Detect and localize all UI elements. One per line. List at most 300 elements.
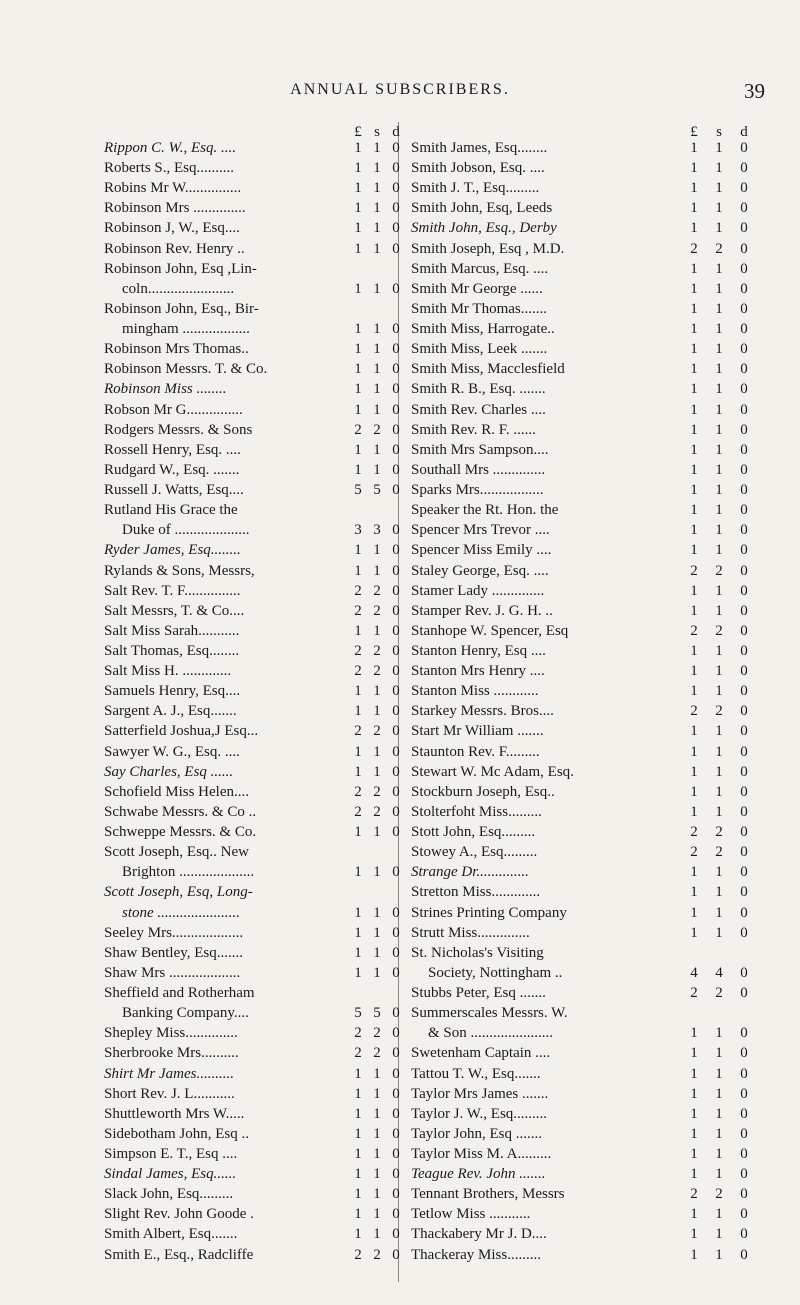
amount-pence: 0: [392, 1005, 400, 1022]
subscriber-name: Rossell Henry, Esq. ....: [104, 441, 241, 458]
amount-pence: 0: [392, 160, 400, 177]
amount-shillings: 1: [715, 401, 723, 418]
amount-pence: 0: [392, 220, 400, 237]
subscriber-name: Smith Jobson, Esq. ....: [411, 160, 545, 177]
amount-pounds: 1: [690, 743, 698, 760]
amount-shillings: 1: [373, 1166, 381, 1183]
amount-shillings: 3: [373, 522, 381, 539]
amount-pounds: 1: [690, 381, 698, 398]
subscriber-name: mingham ..................: [122, 321, 250, 338]
amount-pounds: 1: [690, 140, 698, 156]
subscriber-name: Stewart W. Mc Adam, Esq.: [411, 763, 574, 780]
amount-pence: 0: [740, 321, 748, 338]
amount-pounds: 1: [690, 441, 698, 458]
amount-pence: 0: [740, 341, 748, 358]
subscriber-name: Banking Company....: [122, 1005, 249, 1022]
subscriber-name: Rudgard W., Esq. .......: [104, 461, 240, 478]
amount-pounds: 1: [354, 280, 362, 297]
amount-pounds: 1: [354, 864, 362, 881]
amount-shillings: 1: [715, 864, 723, 881]
amount-pounds: 1: [690, 1025, 698, 1042]
amount-pounds: 1: [690, 502, 698, 519]
subscriber-name: Smith Mr George ......: [411, 280, 543, 297]
subscriber-name: Sparks Mrs.................: [411, 482, 544, 499]
amount-pence: 0: [392, 542, 400, 559]
subscriber-name: Salt Miss H. .............: [104, 663, 232, 680]
amount-shillings: 1: [715, 683, 723, 700]
amount-shillings: 1: [715, 461, 723, 478]
amount-pounds: 2: [354, 582, 362, 599]
amount-pence: 0: [392, 944, 400, 961]
amount-pence: 0: [392, 703, 400, 720]
amount-pounds: 2: [690, 622, 698, 639]
amount-pounds: 1: [354, 763, 362, 780]
amount-shillings: 1: [373, 160, 381, 177]
amount-shillings: 1: [373, 280, 381, 297]
amount-shillings: 1: [373, 743, 381, 760]
subscriber-name: Speaker the Rt. Hon. the: [411, 502, 559, 519]
amount-pence: 0: [740, 1085, 748, 1102]
amount-pounds: 1: [690, 783, 698, 800]
pence-header: d: [392, 124, 400, 140]
amount-pounds: 1: [354, 361, 362, 378]
amount-pounds: 2: [690, 562, 698, 579]
subscriber-name: Starkey Messrs. Bros....: [411, 703, 554, 720]
amount-pence: 0: [392, 361, 400, 378]
amount-pence: 0: [740, 502, 748, 519]
amount-shillings: 2: [373, 643, 381, 659]
amount-pence: 0: [392, 482, 400, 499]
amount-shillings: 2: [715, 824, 723, 841]
amount-pence: 0: [392, 1065, 400, 1082]
subscriber-name: Sherbrooke Mrs..........: [104, 1045, 239, 1062]
subscriber-name: Stubbs Peter, Esq .......: [411, 985, 546, 1002]
amount-shillings: 1: [715, 1246, 723, 1263]
amount-pence: 0: [740, 1125, 748, 1142]
subscriber-name: Tennant Brothers, Messrs: [411, 1186, 565, 1203]
amount-pounds: 1: [354, 683, 362, 700]
amount-pence: 0: [392, 180, 400, 197]
amount-pounds: 1: [690, 321, 698, 338]
subscriber-name: Robinson Messrs. T. & Co.: [104, 361, 268, 378]
amount-shillings: 1: [715, 421, 723, 438]
amount-pence: 0: [392, 321, 400, 338]
subscriber-name: Shaw Mrs ...................: [104, 964, 241, 981]
amount-pounds: 1: [354, 441, 362, 458]
subscriber-name: Smith Miss, Macclesfield: [411, 361, 565, 378]
amount-pence: 0: [740, 703, 748, 720]
subscriber-name: Rutland His Grace the: [104, 502, 238, 519]
amount-pounds: 1: [690, 803, 698, 820]
amount-pence: 0: [392, 824, 400, 841]
amount-shillings: 1: [373, 1186, 381, 1203]
amount-pounds: 2: [354, 783, 362, 800]
amount-pounds: 1: [354, 1186, 362, 1203]
subscriber-name: Sheffield and Rotherham: [104, 985, 255, 1002]
amount-pence: 0: [392, 924, 400, 941]
amount-shillings: 2: [373, 1045, 381, 1062]
amount-pence: 0: [740, 723, 748, 740]
amount-pounds: 1: [354, 160, 362, 177]
amount-pence: 0: [392, 522, 400, 539]
amount-pounds: 1: [690, 663, 698, 680]
amount-shillings: 1: [373, 461, 381, 478]
amount-pounds: 1: [690, 582, 698, 599]
amount-pounds: 5: [354, 482, 362, 499]
subscriber-name: Taylor John, Esq .......: [411, 1125, 543, 1142]
subscriber-name: Staunton Rev. F.........: [411, 743, 540, 760]
amount-pounds: 1: [354, 1085, 362, 1102]
amount-pounds: 1: [354, 220, 362, 237]
amount-pounds: 1: [690, 542, 698, 559]
amount-pence: 0: [740, 200, 748, 217]
amount-shillings: 5: [373, 1005, 381, 1022]
amount-shillings: 1: [373, 542, 381, 559]
subscriber-name: Smith Joseph, Esq , M.D.: [411, 240, 565, 257]
amount-shillings: 1: [373, 200, 381, 217]
amount-pounds: 1: [354, 964, 362, 981]
amount-pence: 0: [392, 240, 400, 257]
amount-pence: 0: [740, 1226, 748, 1243]
amount-pounds: 1: [354, 240, 362, 257]
amount-pounds: 1: [354, 461, 362, 478]
subscriber-name: Brighton ....................: [122, 864, 255, 881]
amount-shillings: 2: [373, 663, 381, 680]
amount-pounds: 1: [354, 562, 362, 579]
subscriber-name: Stanhope W. Spencer, Esq: [411, 622, 569, 639]
amount-pence: 0: [740, 300, 748, 317]
amount-shillings: 1: [373, 220, 381, 237]
subscriber-name: Russell J. Watts, Esq....: [104, 482, 244, 499]
amount-shillings: 1: [715, 723, 723, 740]
amount-shillings: 5: [373, 482, 381, 499]
amount-shillings: 1: [373, 924, 381, 941]
subscriber-name: Salt Rev. T. F...............: [104, 582, 241, 599]
pounds-header: £: [354, 124, 362, 140]
amount-shillings: 4: [715, 964, 723, 981]
amount-pounds: 1: [354, 924, 362, 941]
amount-shillings: 1: [715, 783, 723, 800]
amount-pence: 0: [392, 1146, 400, 1162]
amount-pence: 0: [392, 421, 400, 438]
amount-pence: 0: [392, 1025, 400, 1042]
subscriber-name: Smith Mr Thomas.......: [411, 300, 547, 317]
amount-pence: 0: [392, 1226, 400, 1243]
amount-pence: 0: [740, 663, 748, 680]
amount-pence: 0: [740, 763, 748, 780]
amount-pence: 0: [740, 864, 748, 881]
amount-pounds: 1: [690, 924, 698, 941]
subscriber-name: stone ......................: [122, 904, 240, 921]
amount-pounds: 1: [690, 1045, 698, 1062]
subscriber-name: Smith Marcus, Esq. ....: [411, 260, 549, 277]
amount-shillings: 1: [373, 864, 381, 881]
subscriber-name: Spencer Miss Emily ....: [411, 542, 552, 559]
subscriber-name: Smith E., Esq., Radcliffe: [104, 1246, 254, 1263]
amount-shillings: 2: [715, 240, 723, 257]
amount-shillings: 1: [715, 1226, 723, 1243]
amount-pence: 0: [392, 723, 400, 740]
subscriber-name: Stanton Miss ............: [411, 683, 539, 700]
amount-pence: 0: [392, 763, 400, 780]
subscriber-name: Smith Rev. Charles ....: [411, 401, 546, 418]
subscriber-name: Smith Albert, Esq.......: [104, 1226, 238, 1243]
amount-pounds: 1: [354, 401, 362, 418]
subscriber-name: Shirt Mr James..........: [104, 1065, 234, 1082]
amount-shillings: 1: [373, 441, 381, 458]
subscriber-name: Robinson Miss ........: [104, 381, 227, 398]
pounds-header: £: [690, 124, 698, 140]
amount-shillings: 1: [715, 663, 723, 680]
amount-shillings: 1: [373, 763, 381, 780]
amount-shillings: 1: [373, 622, 381, 639]
subscriber-name: Teague Rev. John .......: [411, 1166, 546, 1183]
subscriber-name: Tattou T. W., Esq.......: [411, 1065, 541, 1082]
amount-pence: 0: [740, 924, 748, 941]
amount-shillings: 1: [715, 361, 723, 378]
amount-shillings: 1: [373, 562, 381, 579]
subscriber-name: Sidebotham John, Esq ..: [104, 1125, 249, 1142]
amount-pounds: 2: [354, 1045, 362, 1062]
subscriber-name: Salt Thomas, Esq........: [104, 643, 240, 659]
subscriber-name: Robinson Mrs Thomas..: [104, 341, 249, 358]
subscriber-name: Salt Messrs, T. & Co....: [104, 602, 245, 619]
amount-pounds: 1: [354, 321, 362, 338]
amount-pence: 0: [740, 220, 748, 237]
subscriber-name: Simpson E. T., Esq ....: [104, 1146, 238, 1162]
amount-pounds: 1: [690, 763, 698, 780]
subscriber-name: Robson Mr G...............: [104, 401, 243, 418]
amount-shillings: 1: [715, 522, 723, 539]
amount-shillings: 1: [715, 381, 723, 398]
subscriber-name: Stockburn Joseph, Esq..: [411, 783, 555, 800]
amount-pence: 0: [740, 461, 748, 478]
amount-pence: 0: [740, 985, 748, 1002]
subscriber-name: Sargent A. J., Esq.......: [104, 703, 237, 720]
subscriber-name: Staley George, Esq. ....: [411, 562, 549, 579]
subscriber-name: Robinson John, Esq., Bir-: [104, 300, 259, 317]
amount-shillings: 1: [715, 321, 723, 338]
shillings-header: s: [716, 124, 722, 140]
subscriber-name: Satterfield Joshua,J Esq...: [104, 723, 259, 740]
amount-shillings: 1: [373, 964, 381, 981]
subscriber-name: Stanton Mrs Henry ....: [411, 663, 545, 680]
amount-pounds: 1: [690, 160, 698, 177]
amount-shillings: 1: [373, 240, 381, 257]
subscriber-name: Smith John, Esq., Derby: [411, 220, 557, 237]
amount-pence: 0: [740, 783, 748, 800]
amount-pounds: 1: [354, 1166, 362, 1183]
subscriber-name: Southall Mrs ..............: [411, 461, 546, 478]
amount-shillings: 1: [715, 582, 723, 599]
amount-pence: 0: [740, 904, 748, 921]
subscriber-name: Rippon C. W., Esq. ....: [104, 140, 236, 156]
amount-pounds: 1: [354, 381, 362, 398]
amount-shillings: 1: [373, 1206, 381, 1223]
amount-pounds: 1: [354, 1206, 362, 1223]
amount-pounds: 1: [690, 280, 698, 297]
amount-pounds: 2: [690, 703, 698, 720]
amount-pence: 0: [392, 663, 400, 680]
amount-pounds: 2: [354, 602, 362, 619]
amount-shillings: 1: [715, 1105, 723, 1122]
amount-pence: 0: [392, 1166, 400, 1183]
amount-pence: 0: [740, 1025, 748, 1042]
amount-pounds: 1: [354, 622, 362, 639]
subscriber-name: Stamper Rev. J. G. H. ..: [411, 602, 553, 619]
amount-shillings: 2: [715, 562, 723, 579]
subscriber-name: Stolterfoht Miss.........: [411, 803, 542, 820]
amount-pence: 0: [392, 683, 400, 700]
shillings-header: s: [374, 124, 380, 140]
subscriber-name: Scott Joseph, Esq, Long-: [104, 884, 253, 901]
amount-pounds: 1: [690, 683, 698, 700]
amount-shillings: 1: [373, 1226, 381, 1243]
amount-pence: 0: [740, 421, 748, 438]
amount-shillings: 2: [715, 844, 723, 861]
amount-pence: 0: [392, 783, 400, 800]
subscriber-name: Society, Nottingham ..: [428, 964, 563, 981]
amount-pounds: 1: [690, 723, 698, 740]
amount-pounds: 1: [690, 1085, 698, 1102]
amount-pounds: 1: [690, 200, 698, 217]
subscriber-name: Shuttleworth Mrs W.....: [104, 1105, 245, 1122]
amount-pounds: 1: [354, 341, 362, 358]
amount-pounds: 1: [690, 522, 698, 539]
amount-pence: 0: [740, 401, 748, 418]
amount-shillings: 2: [373, 783, 381, 800]
amount-shillings: 2: [373, 1246, 381, 1263]
subscriber-name: Robinson Rev. Henry ..: [104, 240, 245, 257]
amount-shillings: 1: [715, 180, 723, 197]
subscriber-name: Summerscales Messrs. W.: [411, 1005, 568, 1022]
amount-pence: 0: [392, 401, 400, 418]
subscriber-name: Thackeray Miss.........: [411, 1246, 541, 1263]
amount-pounds: 1: [354, 1146, 362, 1162]
subscriber-name: Stott John, Esq.........: [411, 824, 536, 841]
amount-shillings: 1: [715, 884, 723, 901]
amount-pence: 0: [740, 1146, 748, 1162]
amount-shillings: 1: [373, 944, 381, 961]
amount-pence: 0: [740, 1206, 748, 1223]
amount-pence: 0: [392, 1085, 400, 1102]
amount-shillings: 1: [715, 1025, 723, 1042]
amount-pounds: 2: [690, 240, 698, 257]
amount-pounds: 1: [690, 1146, 698, 1162]
subscriber-name: Strange Dr..............: [411, 864, 529, 881]
amount-pounds: 1: [690, 1125, 698, 1142]
subscriber-name: Seeley Mrs...................: [104, 924, 244, 941]
subscriber-name: coln.......................: [122, 280, 235, 297]
amount-pence: 0: [740, 1166, 748, 1183]
subscriber-name: Thackabery Mr J. D....: [411, 1226, 547, 1243]
subscriber-name: Ryder James, Esq........: [104, 542, 241, 559]
amount-shillings: 1: [715, 643, 723, 659]
amount-shillings: 2: [373, 582, 381, 599]
amount-pounds: 1: [354, 1226, 362, 1243]
amount-pence: 0: [740, 562, 748, 579]
amount-shillings: 1: [373, 180, 381, 197]
subscriber-name: Swetenham Captain ....: [411, 1045, 551, 1062]
amount-pounds: 1: [690, 482, 698, 499]
amount-pence: 0: [740, 1186, 748, 1203]
amount-shillings: 1: [715, 542, 723, 559]
amount-pence: 0: [392, 582, 400, 599]
amount-pence: 0: [392, 461, 400, 478]
subscriber-name: & Son ......................: [428, 1025, 554, 1042]
amount-pence: 0: [740, 622, 748, 639]
amount-pence: 0: [740, 1065, 748, 1082]
amount-pence: 0: [392, 964, 400, 981]
amount-shillings: 2: [715, 1186, 723, 1203]
amount-pence: 0: [740, 643, 748, 659]
amount-pence: 0: [740, 140, 748, 156]
amount-shillings: 1: [373, 1085, 381, 1102]
subscriber-name: Slight Rev. John Goode .: [104, 1206, 254, 1223]
amount-shillings: 1: [715, 160, 723, 177]
subscriber-name: St. Nicholas's Visiting: [411, 944, 544, 961]
amount-shillings: 1: [715, 1125, 723, 1142]
amount-shillings: 1: [715, 260, 723, 277]
subscriber-name: Robinson John, Esq ,Lin-: [104, 260, 257, 277]
amount-shillings: 1: [715, 341, 723, 358]
subscriber-name: Spencer Mrs Trevor ....: [411, 522, 550, 539]
subscriber-name: Tetlow Miss ...........: [411, 1206, 531, 1223]
amount-pounds: 2: [690, 824, 698, 841]
amount-shillings: 2: [373, 803, 381, 820]
amount-pounds: 2: [690, 844, 698, 861]
amount-pence: 0: [740, 441, 748, 458]
amount-pence: 0: [392, 1045, 400, 1062]
amount-pounds: 1: [354, 703, 362, 720]
subscriber-name: Stretton Miss.............: [411, 884, 541, 901]
amount-shillings: 1: [373, 341, 381, 358]
amount-shillings: 1: [373, 1065, 381, 1082]
amount-pounds: 1: [354, 904, 362, 921]
amount-pence: 0: [740, 160, 748, 177]
amount-pounds: 2: [354, 643, 362, 659]
subscriber-name: Schofield Miss Helen....: [104, 783, 249, 800]
amount-shillings: 1: [373, 401, 381, 418]
subscriber-name: Smith Rev. R. F. ......: [411, 421, 536, 438]
subscriber-name: Smith Miss, Harrogate..: [411, 321, 555, 338]
subscriber-name: Rodgers Messrs. & Sons: [104, 421, 253, 438]
amount-pence: 0: [392, 562, 400, 579]
subscriber-name: Say Charles, Esq ......: [104, 763, 234, 780]
running-title: ANNUAL SUBSCRIBERS.: [290, 81, 510, 98]
amount-shillings: 1: [715, 763, 723, 780]
amount-shillings: 1: [373, 1146, 381, 1162]
amount-pounds: 3: [354, 522, 362, 539]
amount-pence: 0: [392, 743, 400, 760]
amount-pounds: 1: [354, 1105, 362, 1122]
amount-pence: 0: [392, 341, 400, 358]
amount-pounds: 2: [690, 985, 698, 1002]
subscriber-name: Scott Joseph, Esq.. New: [104, 844, 249, 861]
amount-pounds: 1: [354, 1065, 362, 1082]
amount-shillings: 1: [715, 1045, 723, 1062]
amount-pence: 0: [392, 280, 400, 297]
amount-shillings: 1: [373, 703, 381, 720]
amount-pounds: 1: [690, 1246, 698, 1263]
amount-pounds: 1: [690, 1105, 698, 1122]
subscriber-name: Shepley Miss..............: [104, 1025, 238, 1042]
amount-pounds: 1: [690, 904, 698, 921]
amount-pence: 0: [392, 904, 400, 921]
amount-shillings: 2: [373, 602, 381, 619]
subscriber-name: Duke of ....................: [122, 522, 250, 539]
amount-shillings: 1: [715, 1146, 723, 1162]
